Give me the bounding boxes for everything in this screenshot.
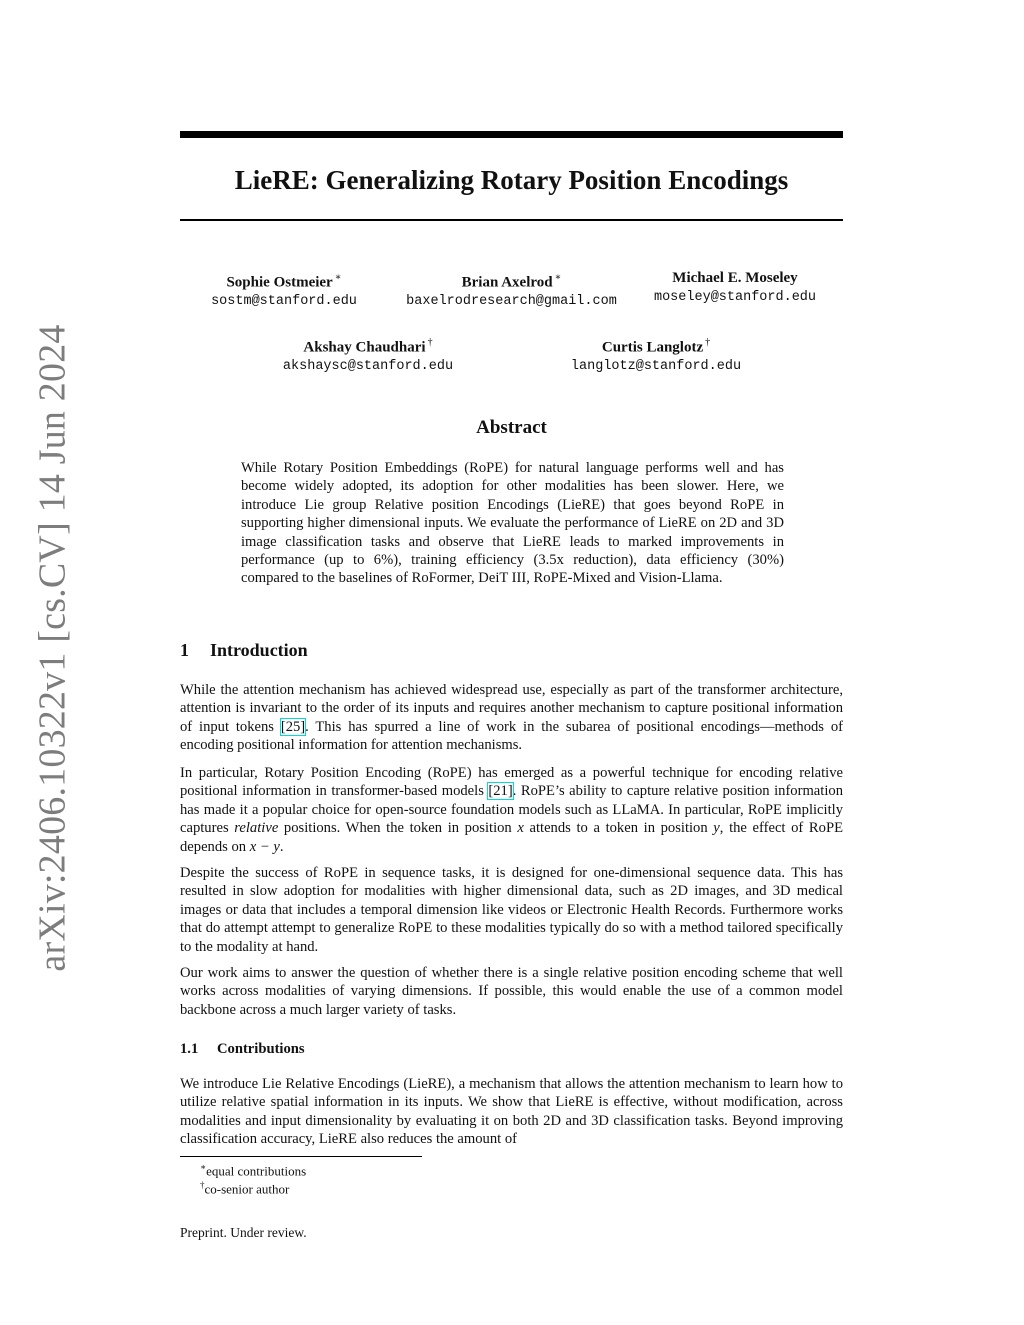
author-email[interactable]: sostm@stanford.edu [211,294,357,310]
footnote-mark: † [200,1180,205,1190]
citation-link[interactable]: [25] [280,718,306,735]
paper-title: LieRE: Generalizing Rotary Position Encodings [234,165,789,195]
author-email[interactable]: moseley@stanford.edu [653,290,817,305]
text-run: . RoPE’s ability to capture relative position information has made it a popular choice for open-source foundation models such as LLaMA. In particular, RoPE implicitly captures [180,783,843,837]
subsection-title: Contributions [217,1041,305,1057]
author-mark: ∗ [334,272,342,283]
author-name: Sophie Ostmeier [226,274,333,291]
subsection-number: 1.1 [180,1041,199,1057]
author-mark: † [427,337,433,348]
author-name: Brian Axelrod [461,274,553,291]
text-run: attends to a token in position [523,820,714,837]
author-block [380,268,643,311]
math-variable: x [517,820,524,837]
preprint-notice: Preprint. Under review. [180,1225,307,1240]
text-run: positions. When the token in position [278,820,518,837]
text-run: . [279,838,284,855]
author-email[interactable]: langlotz@stanford.edu [570,359,742,375]
title-top-rule [180,131,843,138]
author-block [180,268,388,311]
emphasis: relative [234,820,279,837]
contributions-paragraph-1: We introduce Lie Relative Encodings (LieRE), a mechanism that allows the attention mechanism to learn how to utilize relative spatial information in its inputs. We show that LieRE is effective, without modification, across modalities and input dimensionality by evaluating it on both 2D and 3D classification tasks. Beyond improving classification accuracy, LieRE also reduces the amount of [180,1076,843,1148]
math-variable: y [713,820,720,837]
text-run: , the effect of RoPE depends on [180,820,843,855]
author-email[interactable]: akshaysc@stanford.edu [282,359,454,375]
text-run: In particular, Rotary Position Encoding (RoPE) has emerged as a powerful technique for encoding relative positional information in transformer-based models [180,765,843,800]
text-run: . This has spurred a line of work in the subarea of positional encodings—methods of encoding positional information for attention mechanisms. [180,718,843,754]
footnote-text: co-senior author [204,1181,290,1197]
author-email[interactable]: baxelrodresearch@gmail.com [406,294,617,310]
footnote-mark: ∗ [200,1162,207,1172]
intro-paragraph-3: Despite the success of RoPE in sequence tasks, it is designed for one-dimensional sequence data. This has resulted in slow adoption for modalities with higher dimensional data, such as 2D images, and 3D medical images or data that includes a temporal dimension like videos or Electronic Health Records. Furthermore works that do attempt attempt to generalize RoPE to these modalities typically do so with a method tailored specifically to the modality at hand. [180,865,843,955]
subsection-heading-contributions [180,1041,305,1058]
section-number: 1 [180,640,189,660]
author-mark: ∗ [554,272,562,283]
intro-paragraph-4: Our work aims to answer the question of whether there is a single relative position encoding scheme that well works across modalities of varying dimensions. If possible, this would enable the use of a common model backbone across a much larger variety of tasks. [180,965,843,1018]
author-mark: † [705,337,711,348]
footnote-text: equal contributions [206,1163,307,1179]
arxiv-identifier [28,323,78,972]
author-block [635,268,835,307]
citation-link[interactable]: [21] [488,783,513,800]
text-run: While the attention mechanism has achieved widespread use, especially as part of the transformer architecture, attention is invariant to the order of its inputs and requires another mechanism to capture positional information of input tokens [180,682,843,735]
section-heading-introduction [180,640,308,661]
abstract-heading: Abstract [476,417,547,438]
footnote-rule [180,1156,422,1157]
intro-paragraph-1 [180,681,843,755]
title-bottom-rule [180,219,843,221]
math-expression: x − y [249,838,280,855]
author-name: Curtis Langlotz [601,339,704,356]
intro-paragraph-2 [180,764,843,856]
author-block [544,333,768,376]
footnote [200,1177,289,1197]
author-name: Michael E. Moseley [672,270,798,286]
abstract-text: While Rotary Position Embeddings (RoPE) for natural language performs well and has become widely adopted, its adoption for other modalities has been slower. Here, we introduce Lie group Relative position Encodings (LieRE) that goes beyond RoPE in supporting higher dimensional inputs. We evaluate the performance of LieRE on 2D and 3D image classification tasks and observe that LieRE leads to marked improvements in performance (up to 6%), training efficiency (3.5x reduction), data efficiency (30%) compared to the baselines of RoFormer, DeiT III, RoPE-Mixed and Vision-Llama. [241,460,784,587]
author-block [256,333,480,376]
author-name: Akshay Chaudhari [303,339,426,356]
section-title: Introduction [210,640,308,660]
arxiv-identifier-text: arXiv:2406.10322v1 [cs.CV] 14 Jun 2024 [32,323,74,972]
